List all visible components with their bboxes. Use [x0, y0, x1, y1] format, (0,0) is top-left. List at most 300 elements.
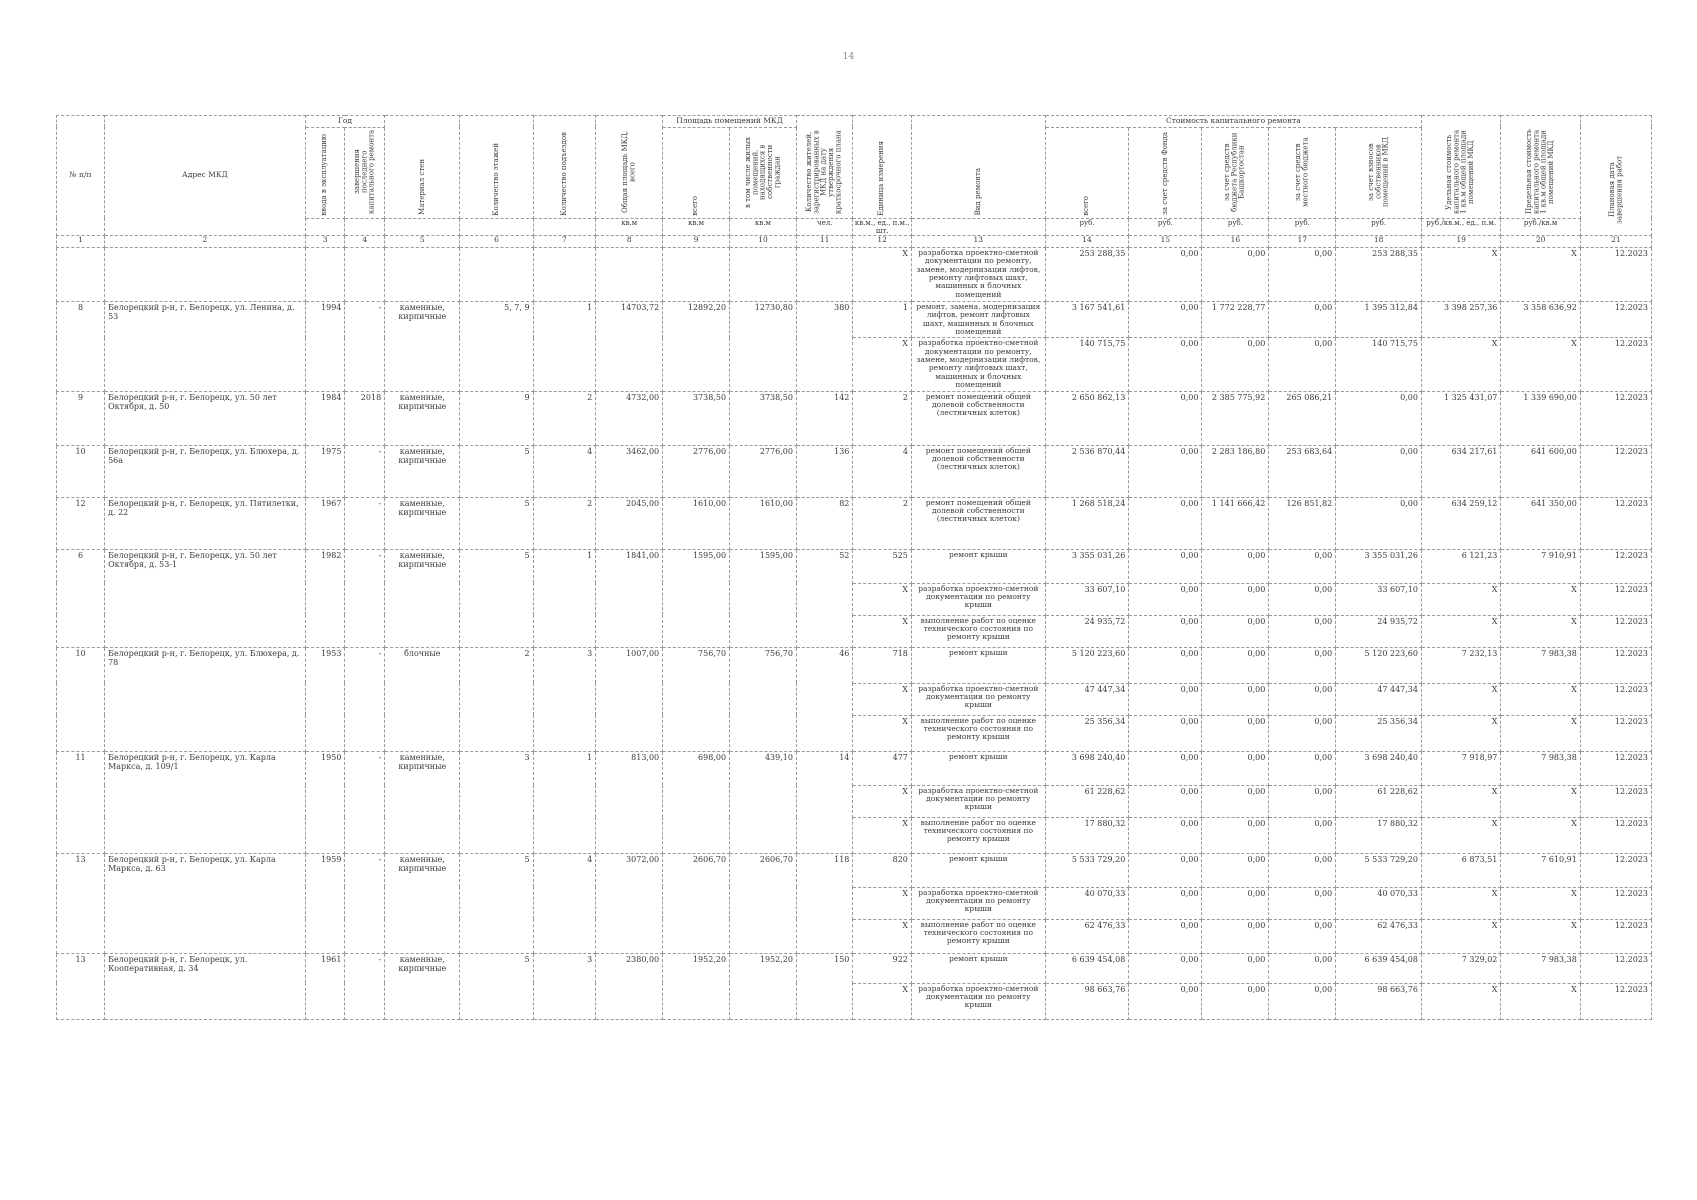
cell-floors: 3 [460, 751, 533, 853]
cell-cost-fund: 0,00 [1129, 887, 1202, 919]
cell-entrances: 2 [533, 497, 596, 549]
table-body [57, 247, 1652, 1019]
table-row [57, 853, 1652, 887]
cell-cost-republic: 0,00 [1202, 715, 1269, 751]
cell-address: Белорецкий р-н, г. Белорецк, ул. Кооперативная, д. 34 [105, 953, 306, 1019]
cell-cost-fund: 0,00 [1129, 785, 1202, 817]
cell-cost-fund: 0,00 [1129, 751, 1202, 785]
cell-cost-total: 25 356,34 [1045, 715, 1129, 751]
cell-no: 10 [57, 647, 105, 751]
cell-work: ремонт крыши [911, 751, 1045, 785]
cell-specific: X [1421, 887, 1500, 919]
cell-deadline: 12.2023 [1580, 919, 1651, 953]
cell-entrances: 1 [533, 301, 596, 391]
cell-area-private: 12730,80 [730, 301, 797, 391]
cell-residents: 142 [796, 391, 852, 445]
cell-deadline: 12.2023 [1580, 338, 1651, 391]
cell-cost-fund: 0,00 [1129, 391, 1202, 445]
cell-cost-local: 0,00 [1269, 647, 1336, 683]
col-header-cost-local: за счет средств местного бюджета [1269, 127, 1336, 218]
cell-cost-owners: 33 607,10 [1336, 583, 1422, 615]
cell-cost-republic: 0,00 [1202, 983, 1269, 1019]
cell-work: выполнение работ по оценке технического состояния по ремонту крыши [911, 715, 1045, 751]
cell-area-private: 1952,20 [730, 953, 797, 1019]
unit-cell: руб. [1336, 218, 1422, 235]
cell-unit: 2 [853, 497, 912, 549]
cell-cost-republic: 0,00 [1202, 647, 1269, 683]
cell-floors: 5 [460, 853, 533, 953]
unit-cell [911, 218, 1045, 235]
cell-year-built: 1994 [305, 301, 345, 391]
cell-cost-republic: 0,00 [1202, 247, 1269, 301]
cell-area-all [663, 247, 730, 301]
cell-floors: 5, 7, 9 [460, 301, 533, 391]
cell-specific: X [1421, 715, 1500, 751]
cell-address: Белорецкий р-н, г. Белорецк, ул. Карла Маркса, д. 109/1 [105, 751, 306, 853]
cell-area-private: 3738,50 [730, 391, 797, 445]
cell-area-private: 2776,00 [730, 445, 797, 497]
cell-deadline: 12.2023 [1580, 853, 1651, 887]
unit-cell: руб. [1269, 218, 1336, 235]
cell-year-built: 1975 [305, 445, 345, 497]
cell-cost-local: 0,00 [1269, 751, 1336, 785]
cell-walls: блочные [385, 647, 460, 751]
table-row [57, 953, 1652, 983]
table-row [57, 445, 1652, 497]
cell-residents: 150 [796, 953, 852, 1019]
cell-address: Белорецкий р-н, г. Белорецк, ул. 50 лет Октября, д. 53-1 [105, 549, 306, 647]
column-number: 21 [1580, 235, 1651, 247]
cell-total-area: 2045,00 [596, 497, 663, 549]
cell-cost-fund: 0,00 [1129, 338, 1202, 391]
cell-cost-fund: 0,00 [1129, 683, 1202, 715]
col-header-deadline: Плановая дата завершения работ [1580, 116, 1651, 236]
group-header-cost: Стоимость капитального ремонта [1045, 116, 1421, 128]
cell-work: разработка проектно-сметной документации по ремонту, замене, модернизации лифтов, ремонту лифтовых шахт, машинных и блочных помещений [911, 338, 1045, 391]
cell-cost-owners: 25 356,34 [1336, 715, 1422, 751]
cell-deadline: 12.2023 [1580, 391, 1651, 445]
column-number: 6 [460, 235, 533, 247]
cell-residents: 14 [796, 751, 852, 853]
col-header-total-area: Общая площадь МКД, всего [596, 116, 663, 219]
page-number: 14 [842, 52, 855, 62]
cell-specific: X [1421, 785, 1500, 817]
col-header-cost-fund: за счет средств Фонда [1129, 127, 1202, 218]
cell-floors: 5 [460, 497, 533, 549]
cell-specific: X [1421, 683, 1500, 715]
cell-limit: 7 983,38 [1501, 751, 1580, 785]
cell-cost-fund: 0,00 [1129, 647, 1202, 683]
cell-deadline: 12.2023 [1580, 715, 1651, 751]
cell-limit: X [1501, 817, 1580, 853]
cell-specific: X [1421, 919, 1500, 953]
cell-floors: 5 [460, 549, 533, 647]
cell-cost-owners: 3 698 240,40 [1336, 751, 1422, 785]
cell-cost-local: 0,00 [1269, 919, 1336, 953]
cell-cost-local: 0,00 [1269, 247, 1336, 301]
cell-unit: X [853, 715, 912, 751]
cell-walls: каменные, кирпичные [385, 953, 460, 1019]
cell-cost-owners: 140 715,75 [1336, 338, 1422, 391]
cell-cost-local: 0,00 [1269, 953, 1336, 983]
cell-cost-fund: 0,00 [1129, 445, 1202, 497]
cell-cost-local: 265 086,21 [1269, 391, 1336, 445]
cell-cost-republic: 0,00 [1202, 785, 1269, 817]
cell-unit: X [853, 887, 912, 919]
cell-cost-total: 33 607,10 [1045, 583, 1129, 615]
cell-total-area [596, 247, 663, 301]
cell-year-built: 1967 [305, 497, 345, 549]
cell-deadline: 12.2023 [1580, 983, 1651, 1019]
cell-no: 12 [57, 497, 105, 549]
column-number: 17 [1269, 235, 1336, 247]
cell-cost-local: 0,00 [1269, 887, 1336, 919]
cell-cost-local: 253 683,64 [1269, 445, 1336, 497]
cell-total-area: 813,00 [596, 751, 663, 853]
cell-year-repair: - [345, 647, 385, 751]
cell-cost-republic: 0,00 [1202, 853, 1269, 887]
cell-cost-fund: 0,00 [1129, 497, 1202, 549]
cell-limit: X [1501, 683, 1580, 715]
cell-year-repair: - [345, 497, 385, 549]
cell-year-built: 1984 [305, 391, 345, 445]
cell-cost-local: 126 851,82 [1269, 497, 1336, 549]
cell-area-all: 698,00 [663, 751, 730, 853]
cell-limit: X [1501, 785, 1580, 817]
cell-cost-total: 2 536 870,44 [1045, 445, 1129, 497]
column-number: 11 [796, 235, 852, 247]
cell-cost-total: 62 476,33 [1045, 919, 1129, 953]
column-number: 2 [105, 235, 306, 247]
cell-work: ремонт крыши [911, 953, 1045, 983]
capital-repair-plan-table [56, 115, 1652, 1020]
cell-limit: 641 350,00 [1501, 497, 1580, 549]
cell-year-built: 1953 [305, 647, 345, 751]
col-header-entrances: Количество подъездов [533, 116, 596, 219]
cell-deadline: 12.2023 [1580, 549, 1651, 583]
cell-limit: 7 610,91 [1501, 853, 1580, 887]
cell-total-area: 3072,00 [596, 853, 663, 953]
unit-cell: чел. [796, 218, 852, 235]
cell-cost-republic: 0,00 [1202, 817, 1269, 853]
cell-cost-owners: 24 935,72 [1336, 615, 1422, 647]
cell-deadline: 12.2023 [1580, 953, 1651, 983]
cell-limit: X [1501, 715, 1580, 751]
cell-work: ремонт крыши [911, 853, 1045, 887]
unit-cell: кв.м [663, 218, 730, 235]
cell-cost-total: 140 715,75 [1045, 338, 1129, 391]
cell-no [57, 247, 105, 301]
cell-deadline: 12.2023 [1580, 751, 1651, 785]
cell-cost-owners: 5 533 729,20 [1336, 853, 1422, 887]
cell-address: Белорецкий р-н, г. Белорецк, ул. 50 лет Октября, д. 50 [105, 391, 306, 445]
cell-total-area: 1007,00 [596, 647, 663, 751]
col-header-cost-total: всего [1045, 127, 1129, 218]
cell-walls: каменные, кирпичные [385, 497, 460, 549]
cell-cost-owners: 98 663,76 [1336, 983, 1422, 1019]
cell-unit: 922 [853, 953, 912, 983]
col-header-walls: Материал стен [385, 116, 460, 219]
cell-floors: 5 [460, 953, 533, 1019]
cell-cost-republic: 0,00 [1202, 338, 1269, 391]
cell-cost-total: 47 447,34 [1045, 683, 1129, 715]
cell-cost-fund: 0,00 [1129, 247, 1202, 301]
cell-residents: 46 [796, 647, 852, 751]
cell-entrances: 1 [533, 751, 596, 853]
column-number: 16 [1202, 235, 1269, 247]
cell-cost-total: 3 698 240,40 [1045, 751, 1129, 785]
cell-area-all: 756,70 [663, 647, 730, 751]
cell-deadline: 12.2023 [1580, 887, 1651, 919]
col-header-cost-republic: за счет средств бюджета Республики Башкортостан [1202, 127, 1269, 218]
cell-area-private: 2606,70 [730, 853, 797, 953]
column-numbers-row [57, 235, 1652, 247]
column-number: 1 [57, 235, 105, 247]
cell-cost-total: 40 070,33 [1045, 887, 1129, 919]
cell-work: разработка проектно-сметной документации по ремонту крыши [911, 785, 1045, 817]
cell-walls: каменные, кирпичные [385, 445, 460, 497]
cell-unit: X [853, 247, 912, 301]
cell-limit: X [1501, 983, 1580, 1019]
unit-cell: руб. [1129, 218, 1202, 235]
cell-area-all: 1610,00 [663, 497, 730, 549]
cell-no: 10 [57, 445, 105, 497]
col-header-limit-cost: Предельная стоимость капитального ремонта 1 кв.м общей площади помещений МКД [1501, 116, 1580, 219]
cell-work: разработка проектно-сметной документации по ремонту крыши [911, 583, 1045, 615]
cell-specific: X [1421, 583, 1500, 615]
cell-unit: X [853, 919, 912, 953]
cell-limit: X [1501, 615, 1580, 647]
cell-year-built: 1961 [305, 953, 345, 1019]
cell-walls: каменные, кирпичные [385, 549, 460, 647]
cell-limit: X [1501, 887, 1580, 919]
column-number: 3 [305, 235, 345, 247]
cell-specific: 634 259,12 [1421, 497, 1500, 549]
cell-residents: 118 [796, 853, 852, 953]
cell-cost-owners: 17 880,32 [1336, 817, 1422, 853]
column-number: 4 [345, 235, 385, 247]
col-header-cost-owners: за счет взносов собственников помещений в МКД [1336, 127, 1422, 218]
cell-deadline: 12.2023 [1580, 615, 1651, 647]
column-number: 7 [533, 235, 596, 247]
column-number: 9 [663, 235, 730, 247]
cell-limit: 1 339 690,00 [1501, 391, 1580, 445]
cell-limit: 7 983,38 [1501, 647, 1580, 683]
cell-walls: каменные, кирпичные [385, 853, 460, 953]
cell-cost-fund: 0,00 [1129, 715, 1202, 751]
cell-cost-republic: 0,00 [1202, 549, 1269, 583]
cell-address: Белорецкий р-н, г. Белорецк, ул. Ленина, д. 53 [105, 301, 306, 391]
cell-cost-republic: 2 283 186,80 [1202, 445, 1269, 497]
cell-year-repair: - [345, 549, 385, 647]
cell-area-private: 439,10 [730, 751, 797, 853]
cell-deadline: 12.2023 [1580, 497, 1651, 549]
cell-cost-local: 0,00 [1269, 983, 1336, 1019]
cell-specific: X [1421, 247, 1500, 301]
unit-cell: кв.м., ед., п.м., шт. [854, 218, 910, 235]
cell-unit: X [853, 683, 912, 715]
unit-cell [385, 218, 460, 235]
cell-walls: каменные, кирпичные [385, 301, 460, 391]
cell-cost-local: 0,00 [1269, 715, 1336, 751]
cell-cost-fund: 0,00 [1129, 817, 1202, 853]
unit-cell [533, 218, 596, 235]
cell-year-built [305, 247, 345, 301]
cell-cost-local: 0,00 [1269, 853, 1336, 887]
table-row [57, 549, 1652, 583]
cell-total-area: 2380,00 [596, 953, 663, 1019]
col-header-work: Вид ремонта [911, 116, 1045, 219]
cell-cost-total: 3 167 541,61 [1045, 301, 1129, 338]
cell-no: 13 [57, 853, 105, 953]
cell-deadline: 12.2023 [1580, 247, 1651, 301]
cell-total-area: 3462,00 [596, 445, 663, 497]
cell-specific: 6 873,51 [1421, 853, 1500, 887]
cell-unit: 1 [853, 301, 912, 338]
col-header-area-all: всего [663, 127, 730, 218]
column-number: 15 [1129, 235, 1202, 247]
cell-limit: X [1501, 338, 1580, 391]
cell-area-all: 2776,00 [663, 445, 730, 497]
unit-cell: руб. [1202, 218, 1269, 235]
cell-cost-republic: 0,00 [1202, 583, 1269, 615]
cell-entrances: 2 [533, 391, 596, 445]
cell-limit: X [1501, 919, 1580, 953]
cell-cost-total: 5 120 223,60 [1045, 647, 1129, 683]
unit-cell: руб. [1045, 218, 1129, 235]
cell-specific: X [1421, 817, 1500, 853]
cell-deadline: 12.2023 [1580, 301, 1651, 338]
cell-year-repair: - [345, 751, 385, 853]
cell-address: Белорецкий р-н, г. Белорецк, ул. Карла Маркса, д. 63 [105, 853, 306, 953]
cell-cost-total: 5 533 729,20 [1045, 853, 1129, 887]
cell-cost-fund: 0,00 [1129, 583, 1202, 615]
column-number: 14 [1045, 235, 1129, 247]
cell-deadline: 12.2023 [1580, 583, 1651, 615]
cell-year-repair: - [345, 953, 385, 1019]
cell-cost-local: 0,00 [1269, 615, 1336, 647]
col-header-address: Адрес МКД [105, 116, 306, 236]
cell-limit: X [1501, 247, 1580, 301]
cell-cost-total: 3 355 031,26 [1045, 549, 1129, 583]
cell-cost-republic: 0,00 [1202, 953, 1269, 983]
cell-year-repair: 2018 [345, 391, 385, 445]
cell-cost-total: 253 288,35 [1045, 247, 1129, 301]
cell-cost-local: 0,00 [1269, 817, 1336, 853]
cell-unit: X [853, 983, 912, 1019]
unit-cell [460, 218, 533, 235]
cell-work: разработка проектно-сметной документации по ремонту крыши [911, 983, 1045, 1019]
cell-address [105, 247, 306, 301]
cell-year-repair: - [345, 853, 385, 953]
cell-cost-owners: 6 639 454,08 [1336, 953, 1422, 983]
cell-cost-local: 0,00 [1269, 683, 1336, 715]
cell-residents: 136 [796, 445, 852, 497]
cell-cost-owners: 40 070,33 [1336, 887, 1422, 919]
group-header-year: Год [305, 116, 384, 128]
cell-specific: 634 217,61 [1421, 445, 1500, 497]
cell-specific: 3 398 257,36 [1421, 301, 1500, 338]
cell-year-repair: - [345, 301, 385, 391]
table-row [57, 247, 1652, 301]
cell-area-private: 1595,00 [730, 549, 797, 647]
cell-year-built: 1982 [305, 549, 345, 647]
cell-unit: X [853, 817, 912, 853]
cell-cost-local: 0,00 [1269, 301, 1336, 338]
cell-cost-republic: 0,00 [1202, 751, 1269, 785]
cell-unit: 2 [853, 391, 912, 445]
table-row [57, 497, 1652, 549]
cell-cost-owners: 62 476,33 [1336, 919, 1422, 953]
column-number: 19 [1421, 235, 1500, 247]
cell-cost-owners: 0,00 [1336, 391, 1422, 445]
cell-cost-total: 24 935,72 [1045, 615, 1129, 647]
cell-entrances: 3 [533, 647, 596, 751]
cell-limit: 3 358 636,92 [1501, 301, 1580, 338]
cell-work: разработка проектно-сметной документации по ремонту крыши [911, 887, 1045, 919]
cell-cost-fund: 0,00 [1129, 853, 1202, 887]
cell-unit: X [853, 615, 912, 647]
cell-specific: X [1421, 983, 1500, 1019]
cell-cost-fund: 0,00 [1129, 549, 1202, 583]
cell-cost-fund: 0,00 [1129, 953, 1202, 983]
cell-cost-republic: 0,00 [1202, 683, 1269, 715]
cell-year-repair [345, 247, 385, 301]
cell-floors: 5 [460, 445, 533, 497]
cell-work: ремонт крыши [911, 549, 1045, 583]
cell-address: Белорецкий р-н, г. Белорецк, ул. Блюхера, д. 56а [105, 445, 306, 497]
cell-cost-total: 6 639 454,08 [1045, 953, 1129, 983]
cell-cost-republic: 0,00 [1202, 887, 1269, 919]
cell-cost-owners: 1 395 312,84 [1336, 301, 1422, 338]
cell-cost-fund: 0,00 [1129, 919, 1202, 953]
unit-cell: руб./кв.м [1501, 218, 1580, 235]
cell-limit: 7 983,38 [1501, 953, 1580, 983]
cell-cost-owners: 61 228,62 [1336, 785, 1422, 817]
cell-entrances: 3 [533, 953, 596, 1019]
cell-no: 13 [57, 953, 105, 1019]
cell-residents [796, 247, 852, 301]
cell-cost-total: 98 663,76 [1045, 983, 1129, 1019]
cell-deadline: 12.2023 [1580, 683, 1651, 715]
col-header-no: № п/п [57, 116, 105, 236]
cell-deadline: 12.2023 [1580, 647, 1651, 683]
cell-entrances: 1 [533, 549, 596, 647]
cell-residents: 52 [796, 549, 852, 647]
cell-specific: X [1421, 615, 1500, 647]
unit-cell: кв.м [596, 218, 663, 235]
cell-entrances: 4 [533, 853, 596, 953]
cell-unit: X [853, 785, 912, 817]
cell-specific: X [1421, 338, 1500, 391]
cell-work: ремонт помещений общей долевой собственности (лестничных клеток) [911, 445, 1045, 497]
cell-cost-owners: 47 447,34 [1336, 683, 1422, 715]
cell-work: выполнение работ по оценке технического состояния по ремонту крыши [911, 615, 1045, 647]
column-number: 18 [1336, 235, 1422, 247]
cell-address: Белорецкий р-н, г. Белорецк, ул. Пятилетки, д. 22 [105, 497, 306, 549]
cell-area-all: 12892,20 [663, 301, 730, 391]
cell-cost-owners: 3 355 031,26 [1336, 549, 1422, 583]
cell-unit: X [853, 338, 912, 391]
table-row [57, 391, 1652, 445]
cell-no: 6 [57, 549, 105, 647]
cell-area-all: 3738,50 [663, 391, 730, 445]
cell-floors: 9 [460, 391, 533, 445]
cell-limit: X [1501, 583, 1580, 615]
col-header-specific-cost: Удельная стоимость капитального ремонта 1 кв.м общей площади помещений МКД [1421, 116, 1500, 219]
cell-year-repair: - [345, 445, 385, 497]
cell-work: ремонт, замена, модернизация лифтов, ремонт лифтовых шахт, машинных и блочных помещений [911, 301, 1045, 338]
